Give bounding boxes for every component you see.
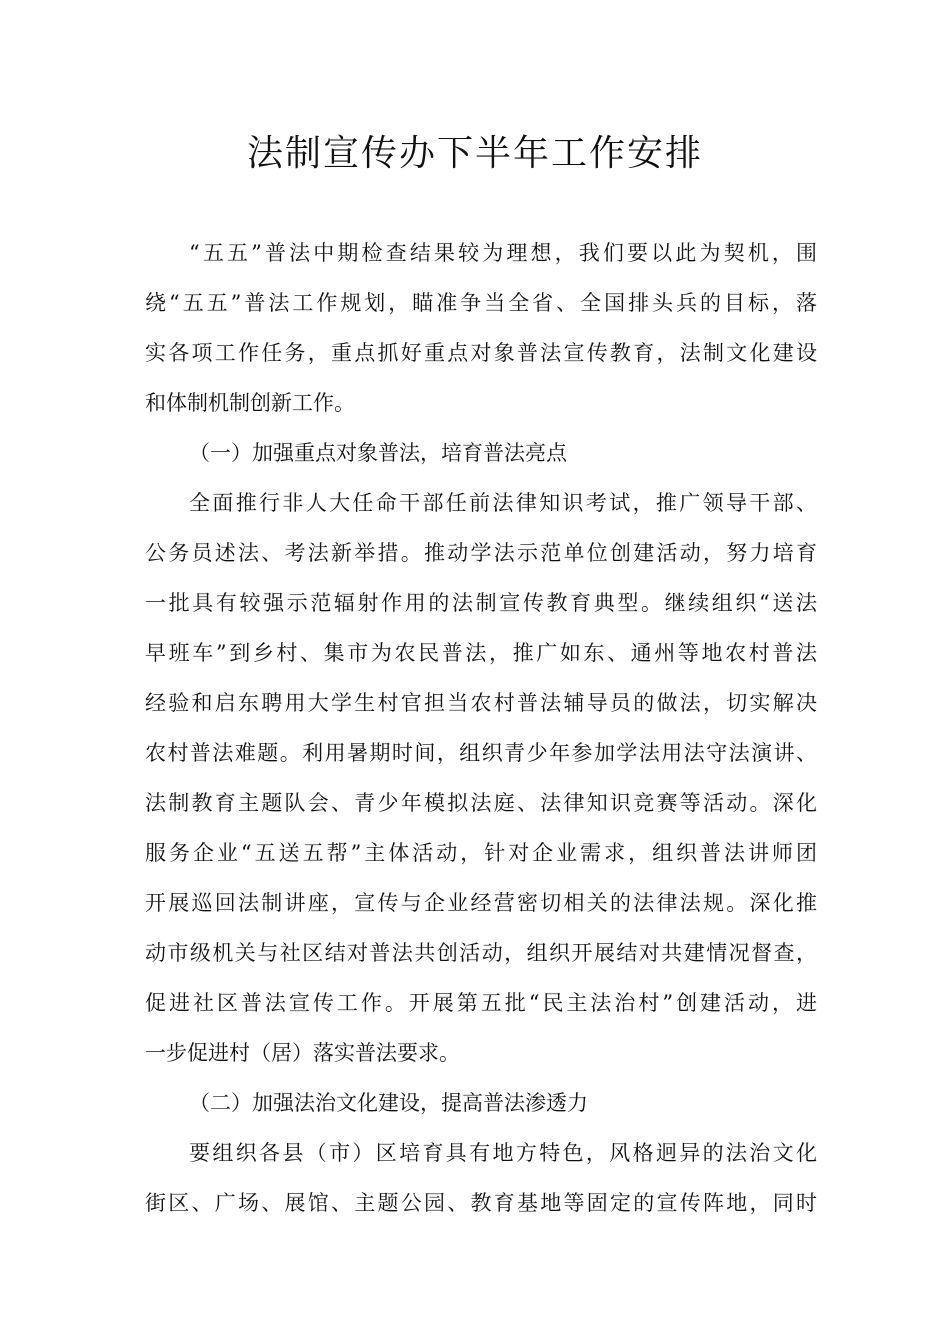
document-title: 法制宣传办下半年工作安排 [246,133,703,174]
text-line: 全面推行非人大任命干部任前法律知识考试，推广领导干部、 [189,491,817,515]
text-line: 街区、广场、展馆、主题公园、教育基地等固定的宣传阵地，同时 [145,1191,817,1215]
text-line: 经验和启东聘用大学生村官担当农村普法辅导员的做法，切实解决 [145,691,817,715]
text-line: 一批具有较强示范辐射作用的法制宣传教育典型。继续组织“送法 [145,591,817,615]
text-line: 促进社区普法宣传工作。开展第五批“民主法治村”创建活动，进 [145,991,817,1015]
text-line: 开展巡回法制讲座，宣传与企业经营密切相关的法律法规。深化推 [145,891,817,915]
text-line: 服务企业“五送五帮”主体活动，针对企业需求，组织普法讲师团 [145,841,817,865]
text-line: 要组织各县（市）区培育具有地方特色，风格迥异的法治文化 [189,1141,817,1165]
text-line: 一步促进村（居）落实普法要求。 [145,1041,460,1065]
text-line: 动市级机关与社区结对普法共创活动，组织开展结对共建情况督查， [145,941,817,965]
text-line: 绕“五五”普法工作规划，瞄准争当全省、全国排头兵的目标，落 [145,291,817,315]
text-line: 法制教育主题队会、青少年模拟法庭、法律知识竞赛等活动。深化 [145,791,817,815]
text-line: 农村普法难题。利用暑期时间，组织青少年参加学法用法守法演讲、 [145,741,817,765]
text-line: 实各项工作任务，重点抓好重点对象普法宣传教育，法制文化建设 [145,341,817,365]
text-line: （二）加强法治文化建设，提高普法渗透力 [189,1091,588,1115]
text-line: 公务员述法、考法新举措。推动学法示范单位创建活动，努力培育 [145,541,817,565]
text-line: 早班车”到乡村、集市为农民普法，推广如东、通州等地农村普法 [145,641,817,665]
text-line: “五五”普法中期检查结果较为理想，我们要以此为契机，围 [189,241,817,265]
text-line: （一）加强重点对象普法，培育普法亮点 [189,441,567,465]
text-line: 和体制机制创新工作。 [145,391,355,415]
document-body [145,228,817,1228]
